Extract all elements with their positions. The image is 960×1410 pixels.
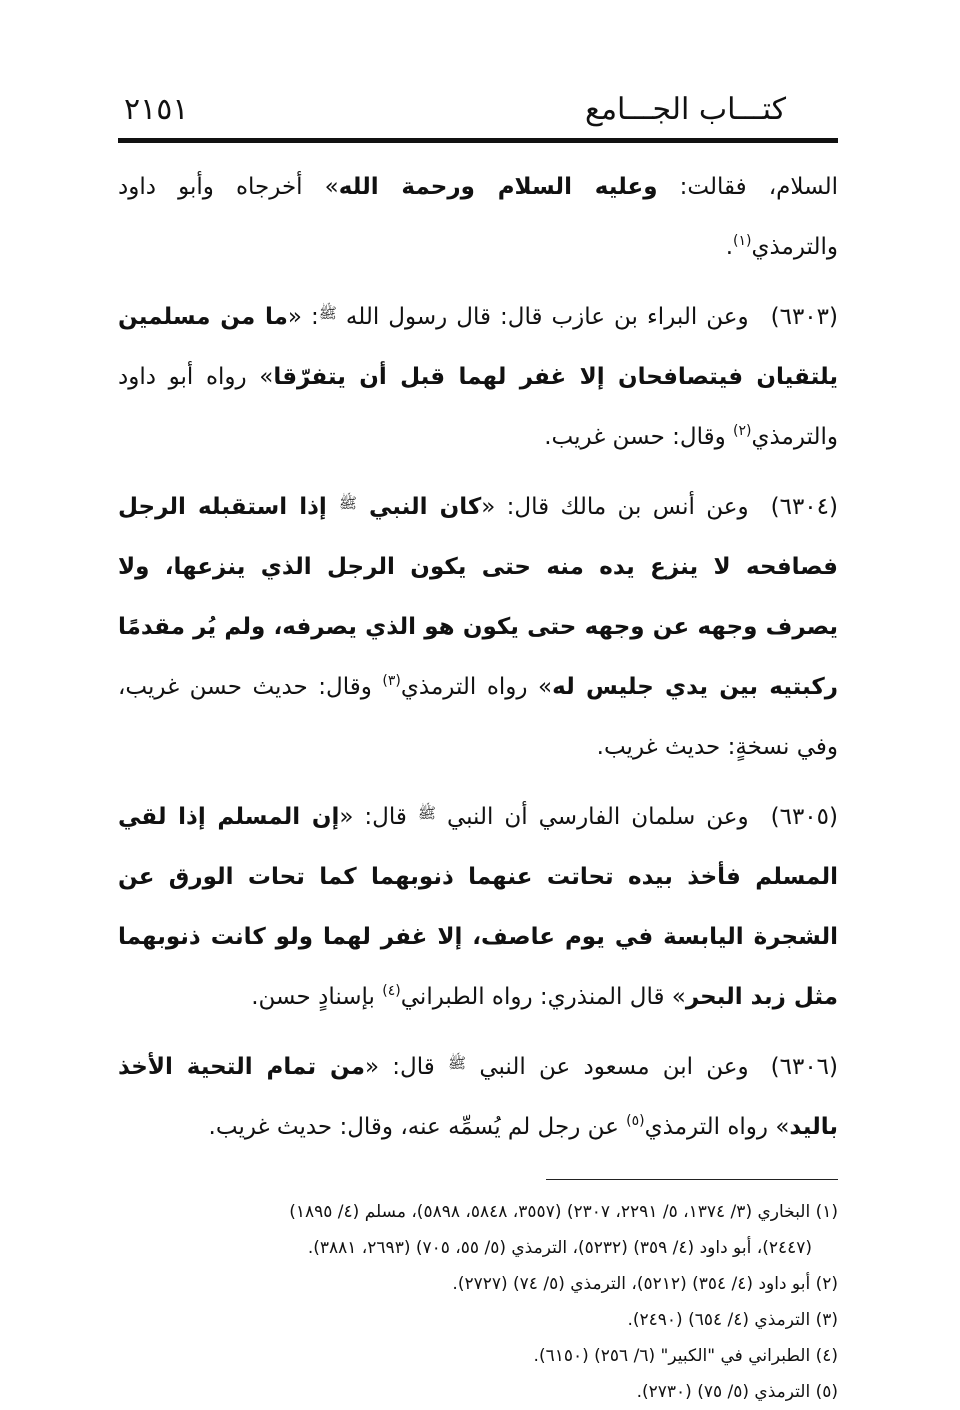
text-span: وعن البراء بن عازب قال: قال رسول الله (336, 304, 749, 330)
text-span: عن رجل لم يُسمِّه عنه، وقال: حديث غريب. (208, 1114, 627, 1140)
footnote-marker: (١) (733, 233, 752, 249)
book-page (118, 88, 838, 1410)
quote-text: من تمام التحية الأخذ باليد (118, 1054, 838, 1140)
running-title: كتـــاب الجـــامع (584, 92, 786, 127)
hadith-6304 (118, 473, 838, 777)
main-text (118, 157, 838, 1157)
hadith-6305 (118, 783, 838, 1027)
header-rule (118, 138, 838, 143)
footnote-3: (٣) الترمذي (٤/ ٦٥٤) (٢٤٩٠). (627, 1310, 838, 1330)
text-span: » رواه الترمذي (400, 674, 553, 700)
text-span: قال: « (339, 804, 418, 830)
quote-text: ما من مسلمين يلتقيان فيتصافحان إلا غفر لهما قبل أن يتفرّقا (118, 304, 838, 390)
paragraph-continuation (118, 157, 838, 277)
footnote-marker: (٢) (733, 423, 752, 439)
text-span: » أخرجاه وأبو داود والترمذي (118, 174, 838, 260)
text-span: قال: « (364, 1054, 448, 1080)
hadith-number: (٦٣٠٤) (770, 494, 838, 520)
quote-text: إن المسلم إذا لقي المسلم فأخذ بيده تحاتت عنهما ذنوبهما كما تحات الورق عن الشجرة اليابسة في يوم عاصف، إلا غفر لهما ولو كانت ذنوبهما مثل زبد البحر (118, 804, 838, 1010)
footnote-marker: (٥) (626, 1113, 645, 1129)
footnote-1-continued: (٢٤٤٧)، أبو داود (٤/ ٣٥٩) (٥٢٣٢)، الترمذي (٥/ ٥٥، ٧٠٥) (٢٦٩٣، ٣٨٨١). (307, 1238, 812, 1258)
footnote-4: (٤) الطبراني في "الكبير" (٦/ ٢٥٦) (٦١٥٠). (533, 1346, 838, 1366)
page-header (118, 88, 838, 136)
salutation-symbol: ﷺ (318, 304, 337, 322)
quote-text: كان النبي (356, 494, 482, 520)
quote-text: وعليه السلام ورحمة الله (338, 174, 658, 200)
text-span: . (725, 234, 733, 260)
footnote-marker: (٣) (382, 673, 401, 689)
footnote-marker: (٤) (382, 983, 401, 999)
text-span: وقال: حديث حسن غريب، وفي نسخةٍ: حديث غريب. (118, 674, 838, 760)
salutation-symbol: ﷺ (338, 494, 357, 512)
text-span: السلام، فقالت: (657, 174, 839, 200)
footnote-separator (546, 1179, 838, 1180)
page-number: ٢١٥١ (124, 92, 189, 127)
hadith-number: (٦٣٠٣) (770, 304, 838, 330)
text-span: وعن أنس بن مالك قال: « (481, 494, 749, 520)
text-span: » رواه أبو داود والترمذي (118, 364, 838, 450)
hadith-number: (٦٣٠٦) (770, 1054, 839, 1080)
hadith-6306 (118, 1033, 838, 1157)
hadith-number: (٦٣٠٥) (770, 804, 838, 830)
text-span: : « (287, 304, 319, 330)
footnotes (118, 1194, 838, 1410)
text-span: » رواه الترمذي (644, 1114, 790, 1140)
hadith-6303 (118, 283, 838, 467)
text-span: وعن ابن مسعود عن النبي (466, 1054, 749, 1080)
salutation-symbol: ﷺ (417, 804, 436, 822)
text-span: » قال المنذري: رواه الطبراني (400, 984, 686, 1010)
text-span: وقال: حسن غريب. (544, 424, 733, 450)
footnote-1: (١) البخاري (٣/ ١٣٧٤، ٥/ ٢٢٩١، ٢٣٠٧) (٣٥٥٧، ٥٨٤٨، ٥٨٩٨)، مسلم (٤/ ١٨٩٥) (289, 1202, 838, 1222)
text-span: بإسنادٍ حسن. (251, 984, 383, 1010)
text-span: وعن سلمان الفارسي أن النبي (435, 804, 749, 830)
footnote-5: (٥) الترمذي (٥/ ٧٥) (٢٧٣٠). (636, 1382, 838, 1402)
salutation-symbol: ﷺ (447, 1054, 467, 1072)
footnote-2: (٢) أبو داود (٤/ ٣٥٤) (٥٢١٢)، الترمذي (٥/ ٧٤) (٢٧٢٧). (452, 1274, 838, 1294)
quote-text: إذا استقبله الرجل فصافحه لا ينزع يده منه حتى يكون الرجل الذي ينزعها، ولا يصرف وجهه عن وجهه حتى يكون هو الذي يصرفه، ولم يُر مقدمًا ركبتيه بين يدي جليس له (118, 494, 838, 700)
